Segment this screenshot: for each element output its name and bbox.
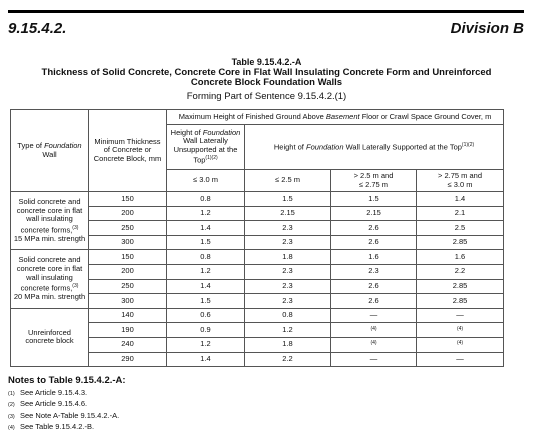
table-title: Thickness of Solid Concrete, Concrete Core in Flat Wall Insulating Concrete Form and Unreinforced Concrete Block Foundation Walls	[41, 67, 492, 88]
thickness-cell: 150	[89, 250, 167, 265]
thickness-cell: 250	[89, 279, 167, 294]
height-cell: 2.6	[331, 294, 417, 309]
height-cell: 1.8	[245, 250, 331, 265]
height-cell: 1.4	[167, 279, 245, 294]
col-header-h4: > 2.75 m and ≤ 3.0 m	[417, 170, 504, 192]
height-cell: —	[417, 308, 504, 323]
height-cell: 2.15	[245, 206, 331, 221]
height-cell: —	[331, 308, 417, 323]
thickness-table	[10, 109, 504, 367]
height-cell: 1.5	[331, 192, 417, 207]
height-cell: 0.8	[167, 250, 245, 265]
height-cell: 2.6	[331, 221, 417, 236]
height-cell: 1.6	[417, 250, 504, 265]
thickness-cell: 250	[89, 221, 167, 236]
thickness-cell: 140	[89, 308, 167, 323]
height-cell: 2.5	[417, 221, 504, 236]
note-item: (4) See Table 9.15.4.2.-B.	[8, 422, 95, 432]
height-cell: 1.8	[245, 337, 331, 352]
height-cell: 1.5	[167, 235, 245, 250]
height-cell: 1.5	[245, 192, 331, 207]
height-cell: 2.2	[245, 352, 331, 367]
col-header-supported: Height of Foundation Wall Laterally Supported at the Top$^{(1)(2)}$	[245, 125, 504, 170]
thickness-cell: 190	[89, 323, 167, 338]
height-cell: (4)	[417, 323, 504, 338]
thickness-cell: 200	[89, 206, 167, 221]
height-cell: 1.2	[167, 206, 245, 221]
col-header-unsupported: Height of Foundation Wall Laterally Unsupported at the Top$^{(1)(2)}$	[167, 125, 245, 170]
note-item: (1) See Article 9.15.4.3.	[8, 387, 88, 397]
section-number: 9.15.4.2.	[8, 20, 67, 37]
division-label: Division B	[450, 20, 524, 37]
height-cell: 2.3	[331, 264, 417, 279]
wall-type-cell: Unreinforced concrete block	[11, 308, 89, 366]
height-cell: (4)	[417, 337, 504, 352]
height-cell: 2.85	[417, 235, 504, 250]
col-header-h1: ≤ 3.0 m	[167, 170, 245, 192]
height-cell: 1.2	[167, 264, 245, 279]
table-subtitle: Forming Part of Sentence 9.15.4.2.(1)	[186, 91, 347, 102]
height-cell: 1.4	[167, 221, 245, 236]
col-header-type: Type of Foundation Wall	[11, 110, 89, 192]
height-cell: 0.9	[167, 323, 245, 338]
height-cell: 2.3	[245, 264, 331, 279]
height-cell: 2.15	[331, 206, 417, 221]
height-cell: 2.2	[417, 264, 504, 279]
height-cell: 2.6	[331, 235, 417, 250]
height-cell: 2.85	[417, 279, 504, 294]
col-header-h2: ≤ 2.5 m	[245, 170, 331, 192]
height-cell: 2.6	[331, 279, 417, 294]
height-cell: —	[331, 352, 417, 367]
col-header-thickness: Minimum Thickness of Concrete or Concrete Block, mm	[89, 110, 167, 192]
height-cell: 2.3	[245, 221, 331, 236]
note-item: (3) See Note A-Table 9.15.4.2.-A.	[8, 410, 120, 420]
height-cell: 1.2	[167, 337, 245, 352]
note-item: (2) See Article 9.15.4.6.	[8, 399, 88, 409]
table-body	[11, 192, 504, 367]
height-cell: (4)	[331, 323, 417, 338]
height-cell: 2.3	[245, 294, 331, 309]
page-header	[8, 10, 524, 47]
col-header-max-height: Maximum Height of Finished Ground Above Basement Floor or Crawl Space Ground Cover, m	[167, 110, 504, 125]
height-cell: 0.8	[167, 192, 245, 207]
thickness-cell: 290	[89, 352, 167, 367]
wall-type-cell: Solid concrete and concrete core in flat wall insulating concrete forms,$^{(3)}$ 15 MPa min. strength	[11, 192, 89, 250]
thickness-cell: 150	[89, 192, 167, 207]
table-number: Table 9.15.4.2.-A	[231, 57, 302, 67]
table-row	[11, 250, 504, 265]
wall-type-cell: Solid concrete and concrete core in flat wall insulating concrete forms,$^{(3)}$ 20 MPa min. strength	[11, 250, 89, 308]
notes-title: Notes to Table 9.15.4.2.-A:	[8, 375, 126, 386]
height-cell: 2.85	[417, 294, 504, 309]
height-cell: 1.6	[331, 250, 417, 265]
thickness-cell: 240	[89, 337, 167, 352]
thickness-cell: 300	[89, 235, 167, 250]
table-row	[11, 308, 504, 323]
height-cell: 1.2	[245, 323, 331, 338]
col-header-h3: > 2.5 m and ≤ 2.75 m	[331, 170, 417, 192]
height-cell: 2.3	[245, 279, 331, 294]
notes-list	[8, 388, 126, 434]
height-cell: (4)	[331, 337, 417, 352]
height-cell: 1.5	[167, 294, 245, 309]
table-notes	[8, 376, 126, 434]
height-cell: 2.3	[245, 235, 331, 250]
height-cell: 1.4	[417, 192, 504, 207]
thickness-cell: 300	[89, 294, 167, 309]
table-row	[11, 192, 504, 207]
thickness-cell: 200	[89, 264, 167, 279]
height-cell: 0.8	[245, 308, 331, 323]
height-cell: 1.4	[167, 352, 245, 367]
height-cell: 2.1	[417, 206, 504, 221]
height-cell: —	[417, 352, 504, 367]
height-cell: 0.6	[167, 308, 245, 323]
